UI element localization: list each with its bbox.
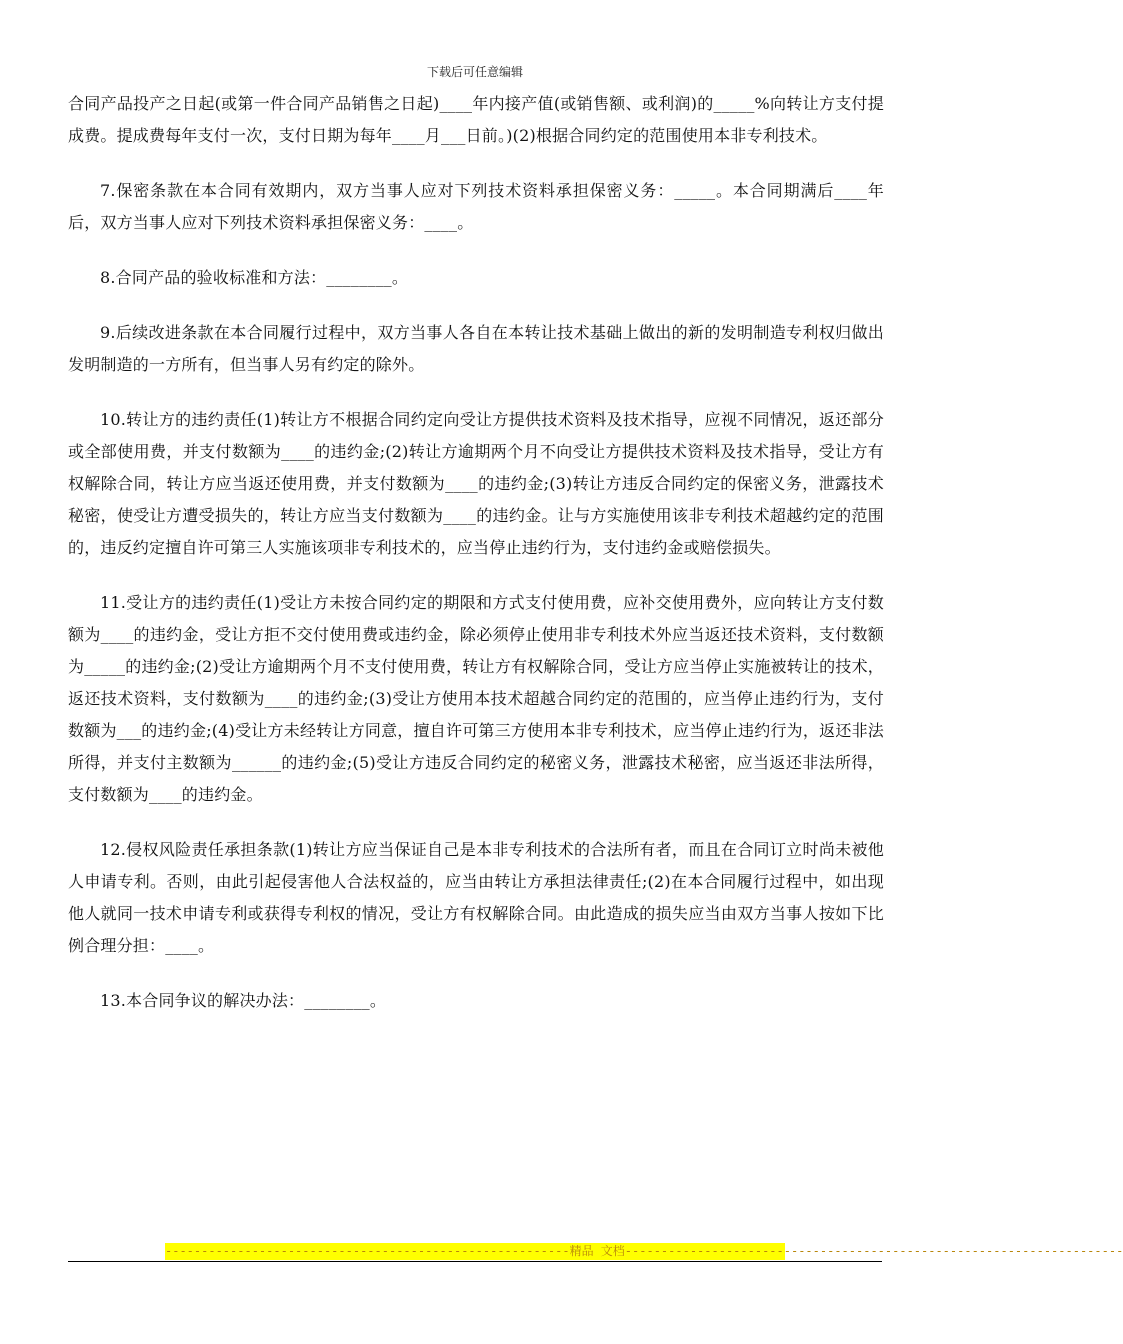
footer-banner: --------------------------------------------------------精品 文档--------------------------------------------------------------------- xyxy=(165,1244,1123,1258)
paragraph-continuation: 合同产品投产之日起(或第一件合同产品销售之日起)____年内接产值(或销售额、或利润)的_____%向转让方支付提成费。提成费每年支付一次，支付日期为每年____月___日前。)(2)根据合同约定的范围使用本非专利技术。 xyxy=(68,94,884,145)
document-body xyxy=(68,88,884,1040)
paragraph-clause-8-acceptance: 8.合同产品的验收标准和方法：________。 xyxy=(100,268,409,287)
paragraph-clause-13-dispute-resolution: 13.本合同争议的解决办法：________。 xyxy=(100,991,387,1010)
footer-divider xyxy=(68,1261,882,1262)
paragraph-clause-10-transferor-liability: 10.转让方的违约责任(1)转让方不根据合同约定向受让方提供技术资料及技术指导，应视不同情况，返还部分或全部使用费，并支付数额为____的违约金;(2)转让方逾期两个月不向受让方提供技术资料及技术指导，受让方有权解除合同，转让方应当返还使用费，并支付数额为____的违约金;(3)转让方违反合同约定的保密义务，泄露技术秘密，使受让方遭受损失的，转让方应当支付数额为____的违约金。让与方实施使用该非专利技术超越约定的范围的，违反约定擅自许可第三人实施该项非专利技术的，应当停止违约行为，支付违约金或赔偿损失。 xyxy=(68,410,884,557)
paragraph-clause-7-confidentiality: 7.保密条款在本合同有效期内，双方当事人应对下列技术资料承担保密义务：_____。本合同期满后____年后，双方当事人应对下列技术资料承担保密义务：____。 xyxy=(68,181,884,232)
paragraph-clause-9-improvements: 9.后续改进条款在本合同履行过程中，双方当事人各自在本转让技术基础上做出的新的发明制造专利权归做出发明制造的一方所有，但当事人另有约定的除外。 xyxy=(68,323,884,374)
paragraph-clause-11-transferee-liability: 11.受让方的违约责任(1)受让方未按合同约定的期限和方式支付使用费，应补交使用费外，应向转让方支付数额为____的违约金，受让方拒不交付使用费或违约金，除必须停止使用非专利技术外应当返还技术资料，支付数额为_____的违约金;(2)受让方逾期两个月不支付使用费，转让方有权解除合同，受让方应当停止实施被转让的技术，返还技术资料，支付数额为____的违约金;(3)受让方使用本技术超越合同约定的范围的，应当停止违约行为，支付数额为___的违约金;(4)受让方未经转让方同意，擅自许可第三方使用本非专利技术，应当停止违约行为，返还非法所得，并支付主数额为______的违约金;(5)受让方违反合同约定的秘密义务，泄露技术秘密，应当返还非法所得，支付数额为____的违约金。 xyxy=(68,593,884,804)
paragraph-clause-12-infringement-risk: 12.侵权风险责任承担条款(1)转让方应当保证自己是本非专利技术的合法所有者，而且在合同订立时尚未被他人申请专利。否则，由此引起侵害他人合法权益的，应当由转让方承担法律责任;(2)在本合同履行过程中，如出现他人就同一技术申请专利或获得专利权的情况，受让方有权解除合同。由此造成的损失应当由双方当事人按如下比例合理分担：____。 xyxy=(68,840,884,955)
page-header: 下载后可任意编辑 xyxy=(426,65,523,79)
